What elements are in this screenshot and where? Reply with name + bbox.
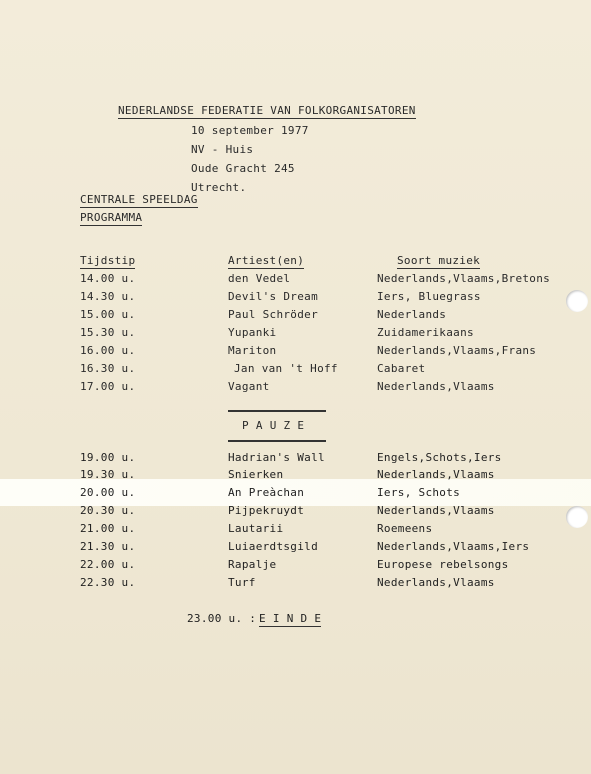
row-genre: Zuidamerikaans [377,326,474,339]
row-time: 20.30 u. [80,504,136,517]
row-genre: Cabaret [377,362,426,375]
row-artist: Pijpekruydt [228,504,305,517]
row-artist: An Preàchan [228,486,305,499]
row-artist: Mariton [228,344,277,357]
event-date: 10 september 1977 [191,124,309,137]
row-time: 22.00 u. [80,558,136,571]
row-time: 19.30 u. [80,468,136,481]
row-artist: den Vedel [228,272,291,285]
row-time: 20.00 u. [80,486,136,499]
row-artist: Paul Schröder [228,308,318,321]
row-artist: Lautarii [228,522,284,535]
venue-name: NV - Huis [191,143,254,156]
event-title: CENTRALE SPEELDAG [80,193,198,206]
row-genre: Iers, Schots [377,486,461,499]
row-time: 16.30 u. [80,362,136,375]
row-artist: Hadrian's Wall [228,451,325,464]
row-time: 17.00 u. [80,380,136,393]
row-genre: Nederlands,Vlaams,Frans [377,344,537,357]
row-artist: Jan van 't Hoff [234,362,338,375]
row-time: 14.00 u. [80,272,136,285]
row-genre: Roemeens [377,522,433,535]
col-header-time: Tijdstip [80,254,136,267]
pause-rule-bottom [228,440,326,442]
row-genre: Nederlands,Vlaams [377,576,495,589]
row-artist: Snierken [228,468,284,481]
row-time: 15.00 u. [80,308,136,321]
row-time: 21.30 u. [80,540,136,553]
org-name: NEDERLANDSE FEDERATIE VAN FOLKORGANISATOREN [118,104,416,117]
row-time: 21.00 u. [80,522,136,535]
row-artist: Yupanki [228,326,277,339]
row-genre: Nederlands,Vlaams,Bretons [377,272,551,285]
row-genre: Nederlands,Vlaams [377,380,495,393]
row-genre: Europese rebelsongs [377,558,509,571]
row-genre: Nederlands,Vlaams [377,504,495,517]
pause-rule-top [228,410,326,412]
venue-street: Oude Gracht 245 [191,162,295,175]
venue-city: Utrecht. [191,181,247,194]
row-genre: Engels,Schots,Iers [377,451,502,464]
pause-label: P A U Z E [242,419,305,432]
row-artist: Devil's Dream [228,290,318,303]
row-time: 22.30 u. [80,576,136,589]
program-heading: PROGRAMMA [80,211,143,224]
punch-hole-bottom [566,506,588,528]
end-label: E I N D E [259,612,322,625]
row-genre: Nederlands [377,308,447,321]
row-genre: Nederlands,Vlaams [377,468,495,481]
punch-hole-top [566,290,588,312]
row-genre: Nederlands,Vlaams,Iers [377,540,530,553]
row-artist: Rapalje [228,558,277,571]
row-artist: Turf [228,576,256,589]
row-genre: Iers, Bluegrass [377,290,481,303]
row-artist: Vagant [228,380,270,393]
row-artist: Luiaerdtsgild [228,540,318,553]
row-time: 14.30 u. [80,290,136,303]
row-time: 15.30 u. [80,326,136,339]
row-time: 19.00 u. [80,451,136,464]
col-header-genre: Soort muziek [397,254,481,267]
col-header-artist: Artiest(en) [228,254,305,267]
end-time: 23.00 u. : [187,612,257,625]
row-time: 16.00 u. [80,344,136,357]
